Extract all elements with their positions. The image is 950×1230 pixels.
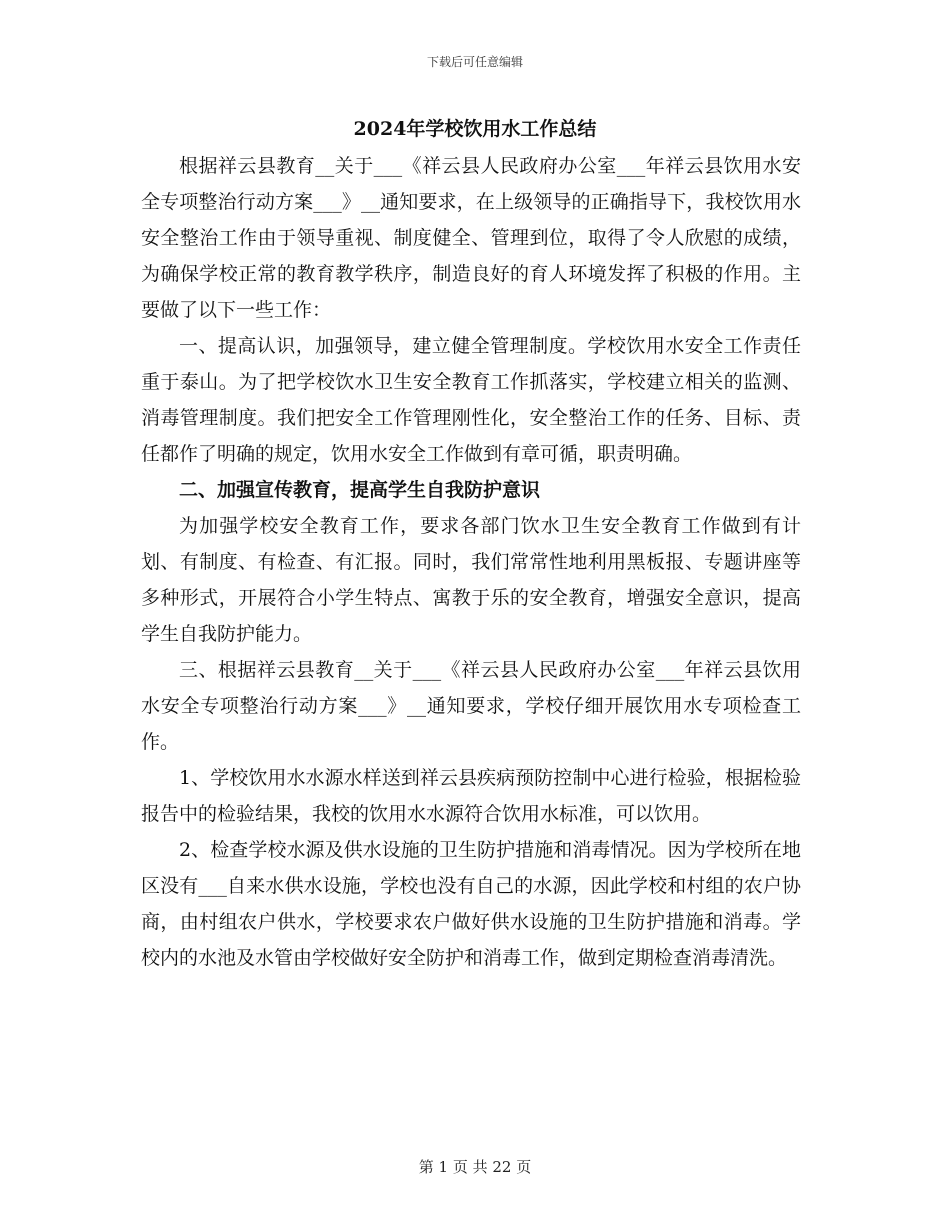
paragraph-item-1: 1、学校饮用水水源水样送到祥云县疾病预防控制中心进行检验，根据检验报告中的检验结果，我校的饮用水水源符合饮用水标准，可以饮用。 <box>141 767 801 825</box>
paragraph-section-2: 为加强学校安全教育工作，要求各部门饮水卫生安全教育工作做到有计划、有制度、有检查、有汇报。同时，我们常常性地利用黑板报、专题讲座等多种形式，开展符合小学生特点、寓教于乐的安全教育，增强安全意识，提高学生自我防护能力。 <box>141 515 801 645</box>
paragraph-item-2: 2、检查学校水源及供水设施的卫生防护措施和消毒情况。因为学校所在地区没有___自来水供水设施，学校也没有自己的水源，因此学校和村组的农户协商，由村组农户供水，学校要求农户做好供水设施的卫生防护措施和消毒。学校内的水池及水管由学校做好安全防护和消毒工作，做到定期检查消毒清洗。 <box>141 839 801 969</box>
document-body <box>141 148 801 976</box>
paragraph-section-1: 一、提高认识，加强领导，建立健全管理制度。学校饮用水安全工作责任重于泰山。为了把学校饮水卫生安全教育工作抓落实，学校建立相关的监测、消毒管理制度。我们把安全工作管理刚性化，安全整治工作的任务、目标、责任都作了明确的规定，饮用水安全工作做到有章可循，职责明确。 <box>141 335 801 465</box>
header-note: 下载后可任意编辑 <box>426 55 523 69</box>
section-heading-2: 二、加强宣传教育，提高学生自我防护意识 <box>179 479 541 501</box>
document-title: 2024年学校饮用水工作总结 <box>353 118 597 140</box>
page-footer: 第 1 页 共 22 页 <box>418 1158 532 1176</box>
paragraph-section-3: 三、根据祥云县教育__关于___《祥云县人民政府办公室___年祥云县饮用水安全专项整治行动方案___》__通知要求，学校仔细开展饮用水专项检查工作。 <box>141 659 801 753</box>
paragraph-intro: 根据祥云县教育__关于___《祥云县人民政府办公室___年祥云县饮用水安全专项整治行动方案___》__通知要求，在上级领导的正确指导下，我校饮用水安全整治工作由于领导重视、制度健全、管理到位，取得了令人欣慰的成绩，为确保学校正常的教育教学秩序，制造良好的育人环境发挥了积极的作用。主要做了以下一些工作： <box>141 155 801 321</box>
